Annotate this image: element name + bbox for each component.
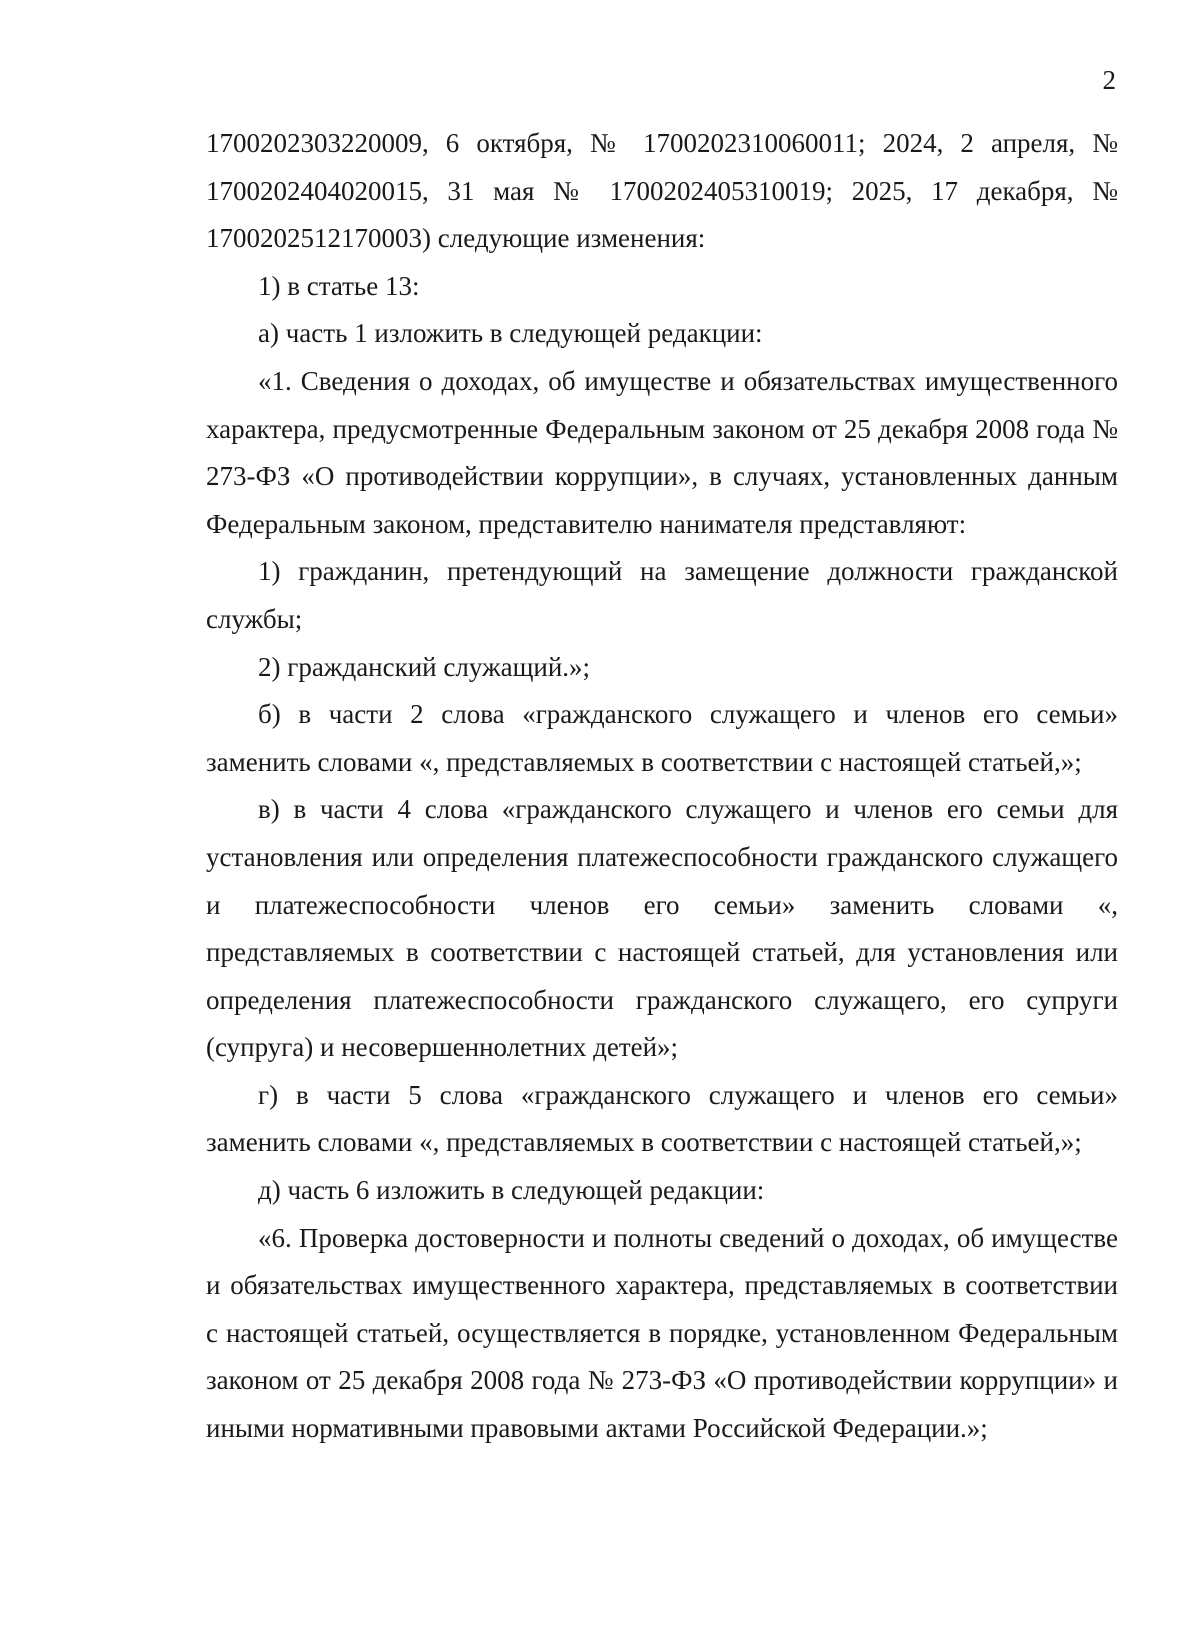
paragraph-civil-servant: 2) гражданский служащий.»; (258, 651, 591, 682)
paragraph-citizen: 1) гражданин, претендующий на замещение должности гражданской службы; (206, 556, 1118, 634)
paragraph-item-d: д) часть 6 изложить в следующей редакции: (258, 1175, 765, 1206)
paragraph-continuation: 1700202303220009, 6 октября, № 1700202310060011; 2024, 2 апреля, № 1700202404020015, 31 мая № 1700202405310019; 2025, 17 декабря, № 1700202512170003) следующие изменения: (206, 128, 1118, 254)
paragraph-item-v: в) в части 4 слова «гражданского служащего и членов его семьи для установления или определения платежеспособности гражданского служащего и платежеспособности членов его семьи» заменить словами «, представляемых в соответствии с настоящей статьей, для установления или определения платежеспособности гражданского служащего, его супруги (супруга) и несовершеннолетних детей»; (206, 794, 1118, 1063)
paragraph-article-13: 1) в статье 13: (258, 270, 420, 301)
paragraph-part-1-text: «1. Сведения о доходах, об имуществе и обязательствах имущественного характера, предусмотренные Федеральным законом от 25 декабря 2008 года № 273-ФЗ «О противодействии коррупции», в случаях, установленных данным Федеральным законом, представителю нанимателя представляют: (206, 365, 1118, 539)
paragraph-part-6-text: «6. Проверка достоверности и полноты сведений о доходах, об имуществе и обязательствах имущественного характера, представляемых в соответствии с настоящей статьей, осуществляется в порядке, установленном Федеральным законом от 25 декабря 2008 года № 273-ФЗ «О противодействии коррупции» и иными нормативными правовыми актами Российской Федерации.»; (206, 1222, 1118, 1444)
document-body (206, 120, 1118, 1453)
page-number: 2 (1102, 65, 1116, 95)
paragraph-item-g: г) в части 5 слова «гражданского служащего и членов его семьи» заменить словами «, представляемых в соответствии с настоящей статьей,»; (206, 1079, 1118, 1158)
paragraph-item-a: а) часть 1 изложить в следующей редакции: (258, 318, 763, 349)
paragraph-item-b: б) в части 2 слова «гражданского служащего и членов его семьи» заменить словами «, представляемых в соответствии с настоящей статьей,»; (206, 699, 1118, 777)
